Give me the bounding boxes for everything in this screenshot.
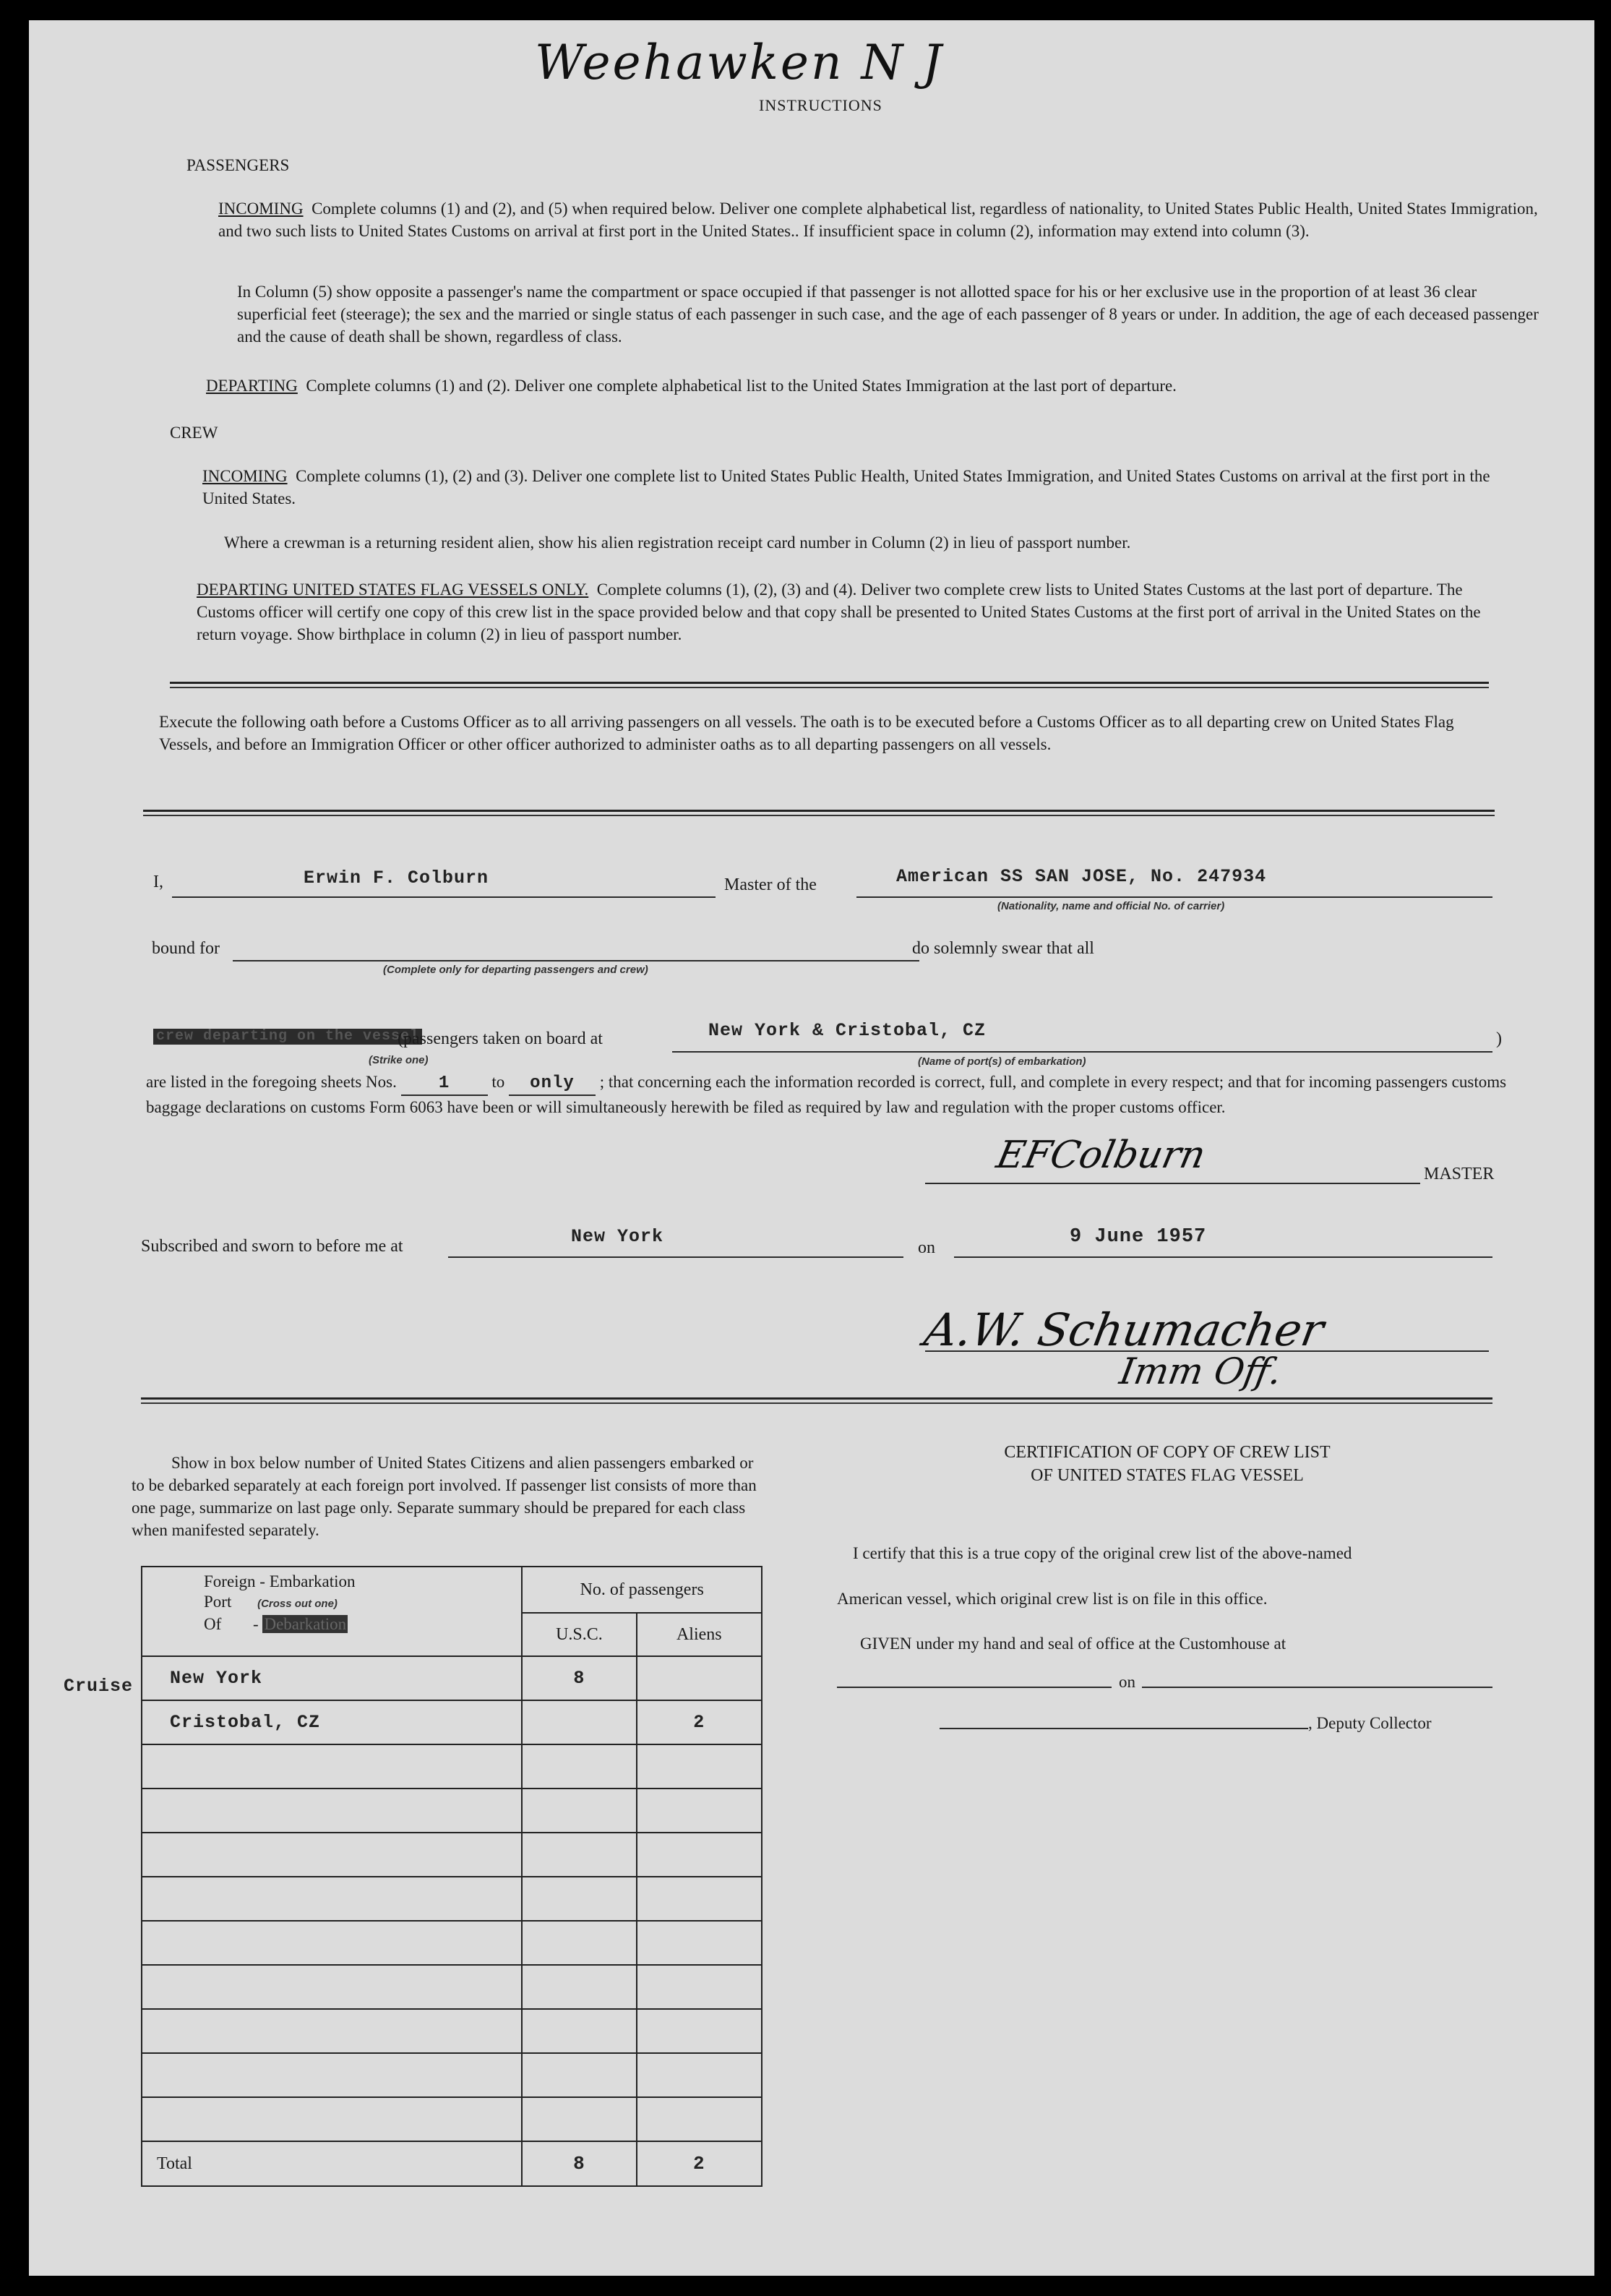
oath-i-label: I, bbox=[153, 873, 163, 891]
close-paren: ) bbox=[1496, 1029, 1502, 1048]
vessel-line bbox=[856, 896, 1492, 898]
sheet-to: only bbox=[530, 1074, 575, 1093]
listed-paragraph bbox=[146, 1071, 1512, 1118]
crew-incoming-paragraph bbox=[202, 465, 1503, 510]
port-name-cell bbox=[142, 1965, 522, 2009]
vessel-value: American SS SAN JOSE, No. 247934 bbox=[896, 866, 1267, 887]
master-name-line bbox=[172, 896, 716, 898]
table-row bbox=[142, 2097, 762, 2141]
divider-oath bbox=[143, 810, 1495, 812]
crew-incoming-text: Complete columns (1), (2) and (3). Deliver one complete list to United States Public Health, United States Immigration, and United States Customs on arrival at the first port in the United States. bbox=[202, 467, 1490, 507]
usc-count-cell bbox=[522, 1789, 636, 1833]
table-row bbox=[142, 1877, 762, 1921]
master-of-label: Master of the bbox=[724, 875, 817, 894]
table-row bbox=[142, 1744, 762, 1789]
bound-for-caption: (Complete only for departing passengers and crew) bbox=[383, 964, 648, 976]
bound-for-label: bound for bbox=[152, 939, 220, 958]
aliens-count-cell bbox=[637, 2053, 762, 2097]
master-signature: EFColburn bbox=[992, 1134, 1210, 1177]
certification-title-line1: CERTIFICATION OF COPY OF CREW LIST bbox=[1004, 1443, 1331, 1462]
port-name-cell bbox=[142, 1921, 522, 1965]
swear-text: do solemnly swear that all bbox=[912, 939, 1094, 958]
certification-date-line bbox=[1142, 1687, 1492, 1688]
aliens-count: 2 bbox=[693, 1712, 705, 1733]
cross-out-caption: (Cross out one) bbox=[257, 1598, 338, 1610]
sheet-from-field bbox=[401, 1071, 488, 1096]
usc-column-header: U.S.C. bbox=[522, 1613, 636, 1656]
total-row bbox=[142, 2141, 762, 2186]
cruise-note: Cruise bbox=[64, 1676, 134, 1697]
port-name-cell bbox=[142, 2053, 522, 2097]
port-name-cell bbox=[142, 1744, 522, 1789]
divider-instructions-double bbox=[170, 687, 1489, 688]
sworn-place: New York bbox=[571, 1226, 664, 1247]
oath-intro: Execute the following oath before a Customs Officer as to all arriving passengers on all vessels. The oath is to be executed before a Customs Officer as to all departing crew on United States Flag Vessels, and before an Immigration Officer or other officer authorized to administer oaths as to all departing passengers on all vessels. bbox=[159, 713, 1454, 753]
crewman-paragraph: Where a crewman is a returning resident alien, show his alien registration receipt card number in Column (2) in lieu of passport number. bbox=[224, 534, 1131, 552]
divider-lower bbox=[141, 1397, 1492, 1400]
handwritten-place-name: Weehawken N J bbox=[535, 35, 944, 90]
port-name: New York bbox=[170, 1668, 263, 1689]
sheet-from: 1 bbox=[438, 1074, 450, 1093]
sheet-to-field bbox=[509, 1071, 596, 1096]
total-usc: 8 bbox=[573, 2153, 585, 2175]
port-header-line2: Port bbox=[204, 1593, 232, 1611]
listed-label: are listed in the foregoing sheets Nos. bbox=[146, 1073, 397, 1091]
port-line bbox=[672, 1051, 1492, 1053]
sworn-date: 9 June 1957 bbox=[1070, 1226, 1207, 1248]
subscribed-label: Subscribed and sworn to before me at bbox=[141, 1237, 403, 1256]
port-name-cell bbox=[142, 2097, 522, 2141]
passengers-column-header bbox=[522, 1567, 762, 1613]
bound-for-line bbox=[233, 960, 919, 961]
page-title: INSTRUCTIONS bbox=[759, 96, 882, 114]
crew-departing-label: DEPARTING UNITED STATES FLAG VESSELS ONLY. bbox=[197, 581, 589, 599]
usc-count-cell bbox=[522, 1656, 636, 1700]
passengers-departing-text: Complete columns (1) and (2). Deliver one complete alphabetical list to the United States Immigration at the last port of departure. bbox=[306, 377, 1177, 395]
passengers-header-label: No. of passengers bbox=[580, 1580, 704, 1599]
aliens-column-header: Aliens bbox=[637, 1613, 762, 1656]
aliens-count-cell bbox=[637, 1877, 762, 1921]
port-header-line1: Foreign - Embarkation bbox=[204, 1572, 356, 1590]
certification-title-line2: OF UNITED STATES FLAG VESSEL bbox=[1031, 1466, 1304, 1485]
port-name-cell bbox=[142, 2009, 522, 2053]
divider-instructions bbox=[170, 682, 1489, 684]
crew-departing-paragraph bbox=[197, 578, 1519, 646]
total-aliens: 2 bbox=[692, 2153, 705, 2175]
passengers-heading: PASSENGERS bbox=[186, 156, 290, 174]
table-row bbox=[142, 1700, 762, 1744]
port-header-line3: Of bbox=[204, 1615, 222, 1633]
passengers-incoming-label: INCOMING bbox=[218, 200, 304, 218]
aliens-count-cell bbox=[637, 1789, 762, 1833]
aliens-count-cell bbox=[637, 2097, 762, 2141]
crew-departing-text: Complete columns (1), (2), (3) and (4). Deliver two complete crew lists to United States Customs at the last port of departure. The Customs officer will certify one copy of this crew list in the space provided below and that copy shall be presented to United States Customs at the first port of arrival in the United States on the return voyage. Show birthplace in column (2) in lieu of passport number. bbox=[197, 581, 1481, 643]
passengers-incoming-paragraph bbox=[218, 197, 1541, 242]
usc-count-cell bbox=[522, 1833, 636, 1877]
port-value: New York & Cristobal, CZ bbox=[708, 1020, 987, 1041]
struck-debarkation: Debarkation bbox=[264, 1615, 347, 1633]
master-name: Erwin F. Colburn bbox=[304, 868, 489, 888]
divider-oath-double bbox=[143, 815, 1495, 816]
port-name: Cristobal, CZ bbox=[170, 1712, 321, 1733]
table-row bbox=[142, 1833, 762, 1877]
table-header-row bbox=[142, 1567, 762, 1613]
sworn-on-label: on bbox=[918, 1238, 935, 1257]
passengers-incoming-text: Complete columns (1) and (2), and (5) when required below. Deliver one complete alphabetical list, regardless of nationality, to United States Public Health, United States Immigration, and two such lists to United States Customs on arrival at first port in the United States.. If insufficient space in column (2), information may extend into column (3). bbox=[218, 200, 1538, 240]
usc-count-cell bbox=[522, 2097, 636, 2141]
master-signature-line bbox=[925, 1183, 1420, 1184]
port-column-header: Foreign - Embarkation Port (Cross out one) Of - Debarkation bbox=[142, 1567, 522, 1656]
given-line: GIVEN under my hand and seal of office at the Customhouse at bbox=[860, 1635, 1286, 1653]
customhouse-line bbox=[837, 1687, 1112, 1688]
port-name-cell bbox=[142, 1877, 522, 1921]
aliens-count-cell bbox=[637, 2009, 762, 2053]
aliens-count-cell bbox=[637, 1965, 762, 2009]
certification-text-line1: I certify that this is a true copy of the original crew list of the above-named bbox=[853, 1544, 1352, 1562]
port-name-cell bbox=[142, 1700, 522, 1744]
table-row bbox=[142, 1965, 762, 2009]
certification-on-label: on bbox=[1119, 1673, 1135, 1691]
passenger-summary-table bbox=[141, 1566, 762, 2187]
total-label-cell bbox=[142, 2141, 522, 2186]
officer-signature: A.W. Schumacher bbox=[920, 1303, 1328, 1356]
usc-count: 8 bbox=[573, 1668, 585, 1689]
table-row bbox=[142, 2009, 762, 2053]
deputy-collector-label: , Deputy Collector bbox=[1308, 1714, 1432, 1732]
table-row bbox=[142, 1921, 762, 1965]
passengers-departing-paragraph bbox=[206, 374, 1543, 397]
usc-count-cell bbox=[522, 1700, 636, 1744]
port-name-cell bbox=[142, 1789, 522, 1833]
sworn-date-line bbox=[954, 1256, 1492, 1258]
listed-rest: ; that concerning each the information recorded is correct, full, and complete in every respect; and that for incoming passengers customs baggage declarations on customs Form 6063 have been or will simultaneously herewith be filed as required by law and regulation with the proper customs officer. bbox=[146, 1073, 1507, 1116]
strike-caption: (Strike one) bbox=[369, 1054, 429, 1066]
aliens-count-cell bbox=[637, 1700, 762, 1744]
crew-heading: CREW bbox=[170, 424, 218, 442]
usc-count-cell bbox=[522, 2053, 636, 2097]
certification-text-line2: American vessel, which original crew list is on file in this office. bbox=[837, 1590, 1268, 1608]
aliens-count-cell bbox=[637, 1833, 762, 1877]
total-label: Total bbox=[157, 2154, 192, 2173]
to-label: to bbox=[491, 1073, 505, 1091]
port-name-cell bbox=[142, 1656, 522, 1700]
aliens-count-cell bbox=[637, 1656, 762, 1700]
table-row bbox=[142, 2053, 762, 2097]
document-page bbox=[29, 20, 1594, 2276]
usc-count-cell bbox=[522, 1921, 636, 1965]
divider-lower-double bbox=[141, 1402, 1492, 1404]
table-row bbox=[142, 1789, 762, 1833]
crew-incoming-label: INCOMING bbox=[202, 467, 288, 485]
vessel-caption: (Nationality, name and official No. of carrier) bbox=[997, 900, 1225, 912]
summary-instructions: Show in box below number of United States Citizens and alien passengers embarked or to be debarked separately at each foreign port involved. If passenger list consists of more than one page, summarize on last page only. Separate summary should be prepared for each class when manifested separately. bbox=[132, 1454, 757, 1539]
passengers-taken-label: (passengers taken on board at bbox=[398, 1029, 603, 1048]
usc-count-cell bbox=[522, 1965, 636, 2009]
passengers-departing-label: DEPARTING bbox=[206, 377, 298, 395]
officer-title: Imm Off. bbox=[1116, 1350, 1285, 1392]
usc-count-cell bbox=[522, 1877, 636, 1921]
usc-count-cell bbox=[522, 2009, 636, 2053]
deputy-collector-line bbox=[940, 1728, 1308, 1729]
port-name-cell bbox=[142, 1833, 522, 1877]
port-caption: (Name of port(s) of embarkation) bbox=[918, 1055, 1086, 1068]
sworn-place-line bbox=[448, 1256, 903, 1258]
master-label: MASTER bbox=[1424, 1165, 1495, 1183]
usc-count-cell bbox=[522, 1744, 636, 1789]
aliens-count-cell bbox=[637, 1921, 762, 1965]
aliens-count-cell bbox=[637, 1744, 762, 1789]
table-row bbox=[142, 1656, 762, 1700]
total-aliens-cell bbox=[637, 2141, 762, 2186]
struck-crew-text: crew departing on the vessel bbox=[153, 1029, 422, 1045]
total-usc-cell bbox=[522, 2141, 636, 2186]
column5-paragraph: In Column (5) show opposite a passenger's name the compartment or space occupied if that passenger is not allotted space for his or her exclusive use in the proportion of at least 36 clear superficial feet (steerage); the sex and the married or single status of each passenger in such case, and the age of each passenger of 8 years or under. In addition, the age of each deceased passenger and the cause of death shall be shown, regardless of class. bbox=[237, 283, 1539, 346]
